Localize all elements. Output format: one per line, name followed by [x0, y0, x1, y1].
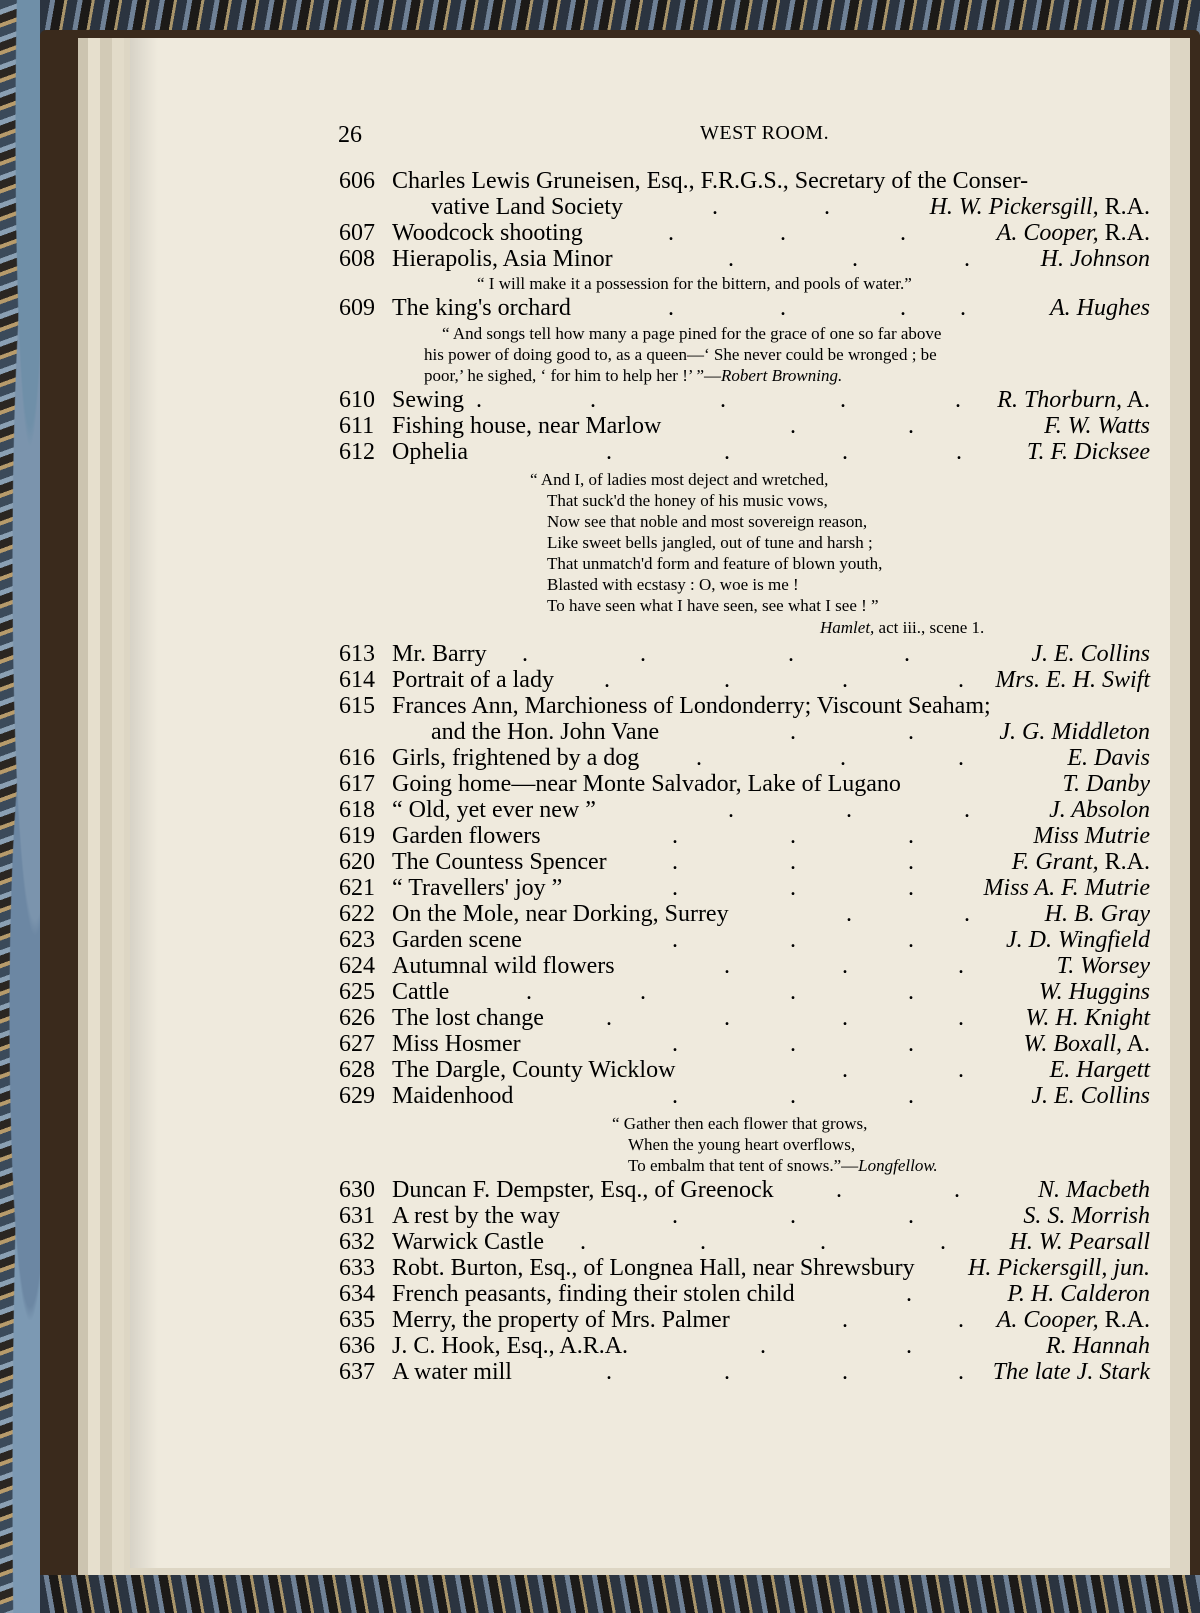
- quote-608: [0, 272, 1200, 295]
- artist-name: H. Pickersgill, jun.: [968, 1255, 1150, 1281]
- entry-number: 612: [339, 439, 375, 465]
- entry-622: [0, 901, 1200, 927]
- entry-626: [0, 1005, 1200, 1031]
- leader-dots: . .: [846, 901, 970, 927]
- entry-618: [0, 797, 1200, 823]
- entry-title: On the Mole, near Dorking, Surrey: [392, 901, 729, 927]
- entry-631: [0, 1203, 1200, 1229]
- entry-616: [0, 745, 1200, 771]
- entry-artist: [1031, 641, 1150, 667]
- entry-title: Fishing house, near Marlow: [392, 413, 662, 439]
- entry-625: [0, 979, 1200, 1005]
- entry-artist: [1012, 849, 1150, 875]
- quote-citation: Robert Browning.: [721, 366, 843, 385]
- entry-number: 619: [339, 823, 375, 849]
- artist-name: Miss Mutrie: [1033, 823, 1150, 849]
- artist-name: H. W. Pickersgill,: [929, 194, 1099, 220]
- entry-637: [0, 1359, 1200, 1385]
- entry-title: Sewing: [392, 387, 464, 413]
- entry-artist: [968, 1255, 1150, 1281]
- leader-dots: . . . .: [668, 295, 966, 321]
- entry-artist: [997, 220, 1150, 246]
- artist-name: F. Grant,: [1011, 849, 1099, 875]
- artist-name: T. Danby: [1062, 771, 1150, 797]
- artist-name: S. S. Morrish: [1023, 1203, 1150, 1229]
- entry-number: 627: [339, 1031, 375, 1057]
- entry-artist: [1057, 953, 1150, 979]
- entry-610: [0, 387, 1200, 413]
- leader-dots: . . .: [728, 246, 970, 272]
- marbled-bottom-edge: [40, 1575, 1200, 1613]
- entry-title: Robt. Burton, Esq., of Longnea Hall, near Shrewsbury: [392, 1255, 915, 1281]
- artist-suffix: R.A.: [1098, 849, 1150, 875]
- entry-title-continued: and the Hon. John Vane: [431, 719, 660, 745]
- entry-title: J. C. Hook, Esq., A.R.A.: [392, 1333, 629, 1359]
- quote-line: When the young heart overflows,: [628, 1135, 856, 1154]
- entry-title: Hierapolis, Asia Minor: [392, 246, 613, 272]
- entry-number: 609: [339, 295, 375, 321]
- entry-title: Woodcock shooting: [392, 220, 583, 246]
- artist-suffix: R.A.: [1098, 1307, 1150, 1333]
- entry-title: Girls, frightened by a dog: [392, 745, 640, 771]
- entry-title: Cattle: [392, 979, 450, 1005]
- entry-artist: [1062, 771, 1150, 797]
- entry-title: French peasants, finding their stolen child: [392, 1281, 795, 1307]
- artist-name: E. Davis: [1067, 745, 1150, 771]
- entry-title: “ Old, yet ever new ”: [392, 797, 596, 823]
- entry-number: 615: [339, 693, 375, 719]
- leader-dots: . . . .: [606, 1359, 964, 1385]
- entry-title: Ophelia: [392, 439, 468, 465]
- artist-name: N. Macbeth: [1038, 1177, 1150, 1203]
- entry-612: [0, 439, 1200, 465]
- artist-name: R. Hannah: [1046, 1333, 1150, 1359]
- leader-dots: . . .: [724, 953, 964, 979]
- entry-number: 625: [339, 979, 375, 1005]
- entry-title: Autumnal wild flowers: [392, 953, 615, 979]
- artist-name: J. G. Middleton: [999, 719, 1150, 745]
- quote-line: “ And songs tell how many a page pined for the grace of one so far above: [442, 324, 942, 343]
- entry-621: [0, 875, 1200, 901]
- entry-617: [0, 771, 1200, 797]
- quote-612: [0, 465, 1200, 641]
- entry-artist: [1045, 901, 1150, 927]
- entry-title: The lost change: [392, 1005, 544, 1031]
- entry-624: [0, 953, 1200, 979]
- entry-number: 621: [339, 875, 375, 901]
- entry-title: A rest by the way: [392, 1203, 560, 1229]
- quote-line: Blasted with ecstasy : O, woe is me !: [547, 575, 799, 594]
- entry-artist: [997, 1307, 1150, 1333]
- entry-627: [0, 1031, 1200, 1057]
- entry-number: 616: [339, 745, 375, 771]
- entry-number: 622: [339, 901, 375, 927]
- entry-number: 613: [339, 641, 375, 667]
- artist-name: H. B. Gray: [1044, 901, 1150, 927]
- entry-artist: [1006, 927, 1150, 953]
- artist-name: W. Boxall,: [1023, 1031, 1122, 1057]
- entry-606: [0, 168, 1200, 194]
- quote-citation-line: [820, 617, 984, 638]
- leader-dots: . .: [836, 1177, 960, 1203]
- quote-line: his power of doing good to, as a queen—‘ She never could be wronged ; be: [424, 345, 937, 364]
- entry-number: 606: [339, 168, 375, 194]
- entry-619: [0, 823, 1200, 849]
- entry-636: [0, 1333, 1200, 1359]
- entry-artist: [1031, 1083, 1150, 1109]
- catalogue-entries: [0, 168, 1200, 1385]
- artist-name: The late J. Stark: [992, 1359, 1150, 1385]
- leader-dots: . . .: [728, 797, 970, 823]
- entry-608: [0, 246, 1200, 272]
- artist-name: A. Cooper,: [996, 220, 1099, 246]
- entry-609: [0, 295, 1200, 321]
- entry-artist: [995, 667, 1150, 693]
- leader-dots: . .: [790, 413, 914, 439]
- leader-dots: . .: [842, 1057, 964, 1083]
- artist-name: F. W. Watts: [1044, 413, 1150, 439]
- entry-number: 614: [339, 667, 375, 693]
- artist-name: E. Hargett: [1049, 1057, 1150, 1083]
- entry-artist: [1039, 979, 1150, 1005]
- artist-name: H. W. Pearsall: [1009, 1229, 1150, 1255]
- entry-629: [0, 1083, 1200, 1109]
- entry-615: [0, 693, 1200, 719]
- artist-name: Miss A. F. Mutrie: [983, 875, 1150, 901]
- entry-artist: [984, 875, 1150, 901]
- entry-title: The king's orchard: [392, 295, 571, 321]
- artist-suffix: R.A.: [1098, 194, 1150, 220]
- leader-dots: . . . .: [580, 1229, 946, 1255]
- leader-dots: . . .: [672, 849, 914, 875]
- entry-number: 634: [339, 1281, 375, 1307]
- entry-number: 631: [339, 1203, 375, 1229]
- quote-citation: Longfellow.: [858, 1156, 938, 1175]
- leader-dots: .: [906, 1281, 912, 1307]
- leader-dots: . . .: [672, 1031, 914, 1057]
- quote-citation: Hamlet,: [820, 618, 875, 637]
- entry-title: Duncan F. Dempster, Esq., of Greenock: [392, 1177, 774, 1203]
- leader-dots: . . . .: [522, 641, 910, 667]
- entry-number: 611: [339, 413, 375, 439]
- entry-artist: [1010, 1229, 1150, 1255]
- entry-606-continued: [0, 194, 1200, 220]
- quote-line-with-citation: [424, 365, 842, 386]
- leader-dots: . . .: [696, 745, 964, 771]
- running-head: WEST ROOM.: [700, 122, 830, 144]
- quote-citation-rest: act iii., scene 1.: [874, 618, 985, 637]
- entry-number: 617: [339, 771, 375, 797]
- artist-name: P. H. Calderon: [1007, 1281, 1150, 1307]
- quote-text: To embalm that tent of snows.”—: [628, 1156, 859, 1175]
- artist-name: W. H. Knight: [1025, 1005, 1150, 1031]
- entry-title: Going home—near Monte Salvador, Lake of Lugano: [392, 771, 901, 797]
- quote-line: “ I will make it a possession for the bittern, and pools of water.”: [477, 274, 912, 293]
- entry-title: Maidenhood: [392, 1083, 514, 1109]
- quote-line: Now see that noble and most sovereign reason,: [547, 512, 868, 531]
- entry-613: [0, 641, 1200, 667]
- entry-artist: [997, 387, 1150, 413]
- entry-number: 630: [339, 1177, 375, 1203]
- entry-title: Merry, the property of Mrs. Palmer: [392, 1307, 730, 1333]
- entry-artist: [1067, 745, 1150, 771]
- entry-number: 635: [339, 1307, 375, 1333]
- entry-620: [0, 849, 1200, 875]
- artist-suffix: A.: [1121, 1031, 1150, 1057]
- entry-title: Portrait of a lady: [392, 667, 554, 693]
- entry-630: [0, 1177, 1200, 1203]
- entry-artist: [1038, 1177, 1150, 1203]
- entry-artist: [1041, 246, 1150, 272]
- entry-623: [0, 927, 1200, 953]
- entry-633: [0, 1255, 1200, 1281]
- quote-line: “ And I, of ladies most deject and wretched,: [530, 470, 829, 489]
- entry-title: Frances Ann, Marchioness of Londonderry; Viscount Seaham;: [392, 693, 991, 719]
- artist-name: W. Huggins: [1038, 979, 1150, 1005]
- entry-artist: [1049, 797, 1150, 823]
- entry-artist: [1027, 439, 1150, 465]
- artist-name: R. Thorburn,: [997, 387, 1122, 413]
- quote-line: To have seen what I have seen, see what I see ! ”: [547, 596, 879, 615]
- artist-name: H. Johnson: [1040, 246, 1150, 272]
- entry-number: 620: [339, 849, 375, 875]
- entry-title: Warwick Castle: [392, 1229, 545, 1255]
- artist-name: A. Hughes: [1050, 295, 1150, 321]
- entry-title: Charles Lewis Gruneisen, Esq., F.R.G.S., Secretary of the Conser-: [392, 168, 1029, 194]
- artist-name: Mrs. E. H. Swift: [995, 667, 1150, 693]
- artist-name: J. D. Wingfield: [1006, 927, 1150, 953]
- entry-artist: [1033, 823, 1150, 849]
- artist-name: T. Worsey: [1056, 953, 1150, 979]
- entry-number: 626: [339, 1005, 375, 1031]
- entry-artist: [1050, 1057, 1150, 1083]
- quote-line: That unmatch'd form and feature of blown youth,: [547, 554, 883, 573]
- entry-628: [0, 1057, 1200, 1083]
- leader-dots: . .: [842, 1307, 964, 1333]
- entry-artist: [1044, 413, 1150, 439]
- leader-dots: . . . .: [606, 439, 962, 465]
- entry-634: [0, 1281, 1200, 1307]
- entry-number: 610: [339, 387, 375, 413]
- entry-number: 637: [339, 1359, 375, 1385]
- quote-line: Like sweet bells jangled, out of tune and harsh ;: [547, 533, 873, 552]
- entry-632: [0, 1229, 1200, 1255]
- entry-611: [0, 413, 1200, 439]
- page-number: 26: [338, 122, 362, 148]
- entry-title: The Countess Spencer: [392, 849, 607, 875]
- entry-607: [0, 220, 1200, 246]
- leader-dots: . . .: [672, 927, 914, 953]
- artist-name: J. Absolon: [1049, 797, 1150, 823]
- page-header: [0, 122, 1200, 152]
- artist-name: T. F. Dicksee: [1026, 439, 1150, 465]
- quote-line: “ Gather then each flower that grows,: [612, 1114, 868, 1133]
- artist-name: J. E. Collins: [1031, 1083, 1150, 1109]
- leader-dots: . .: [790, 719, 914, 745]
- entry-title-continued: vative Land Society: [431, 194, 623, 220]
- entry-artist: [1046, 1333, 1150, 1359]
- entry-artist: [999, 719, 1150, 745]
- entry-title: A water mill: [392, 1359, 512, 1385]
- quote-609: [0, 321, 1200, 387]
- entry-title: Garden scene: [392, 927, 522, 953]
- entry-number: 607: [339, 220, 375, 246]
- entry-635: [0, 1307, 1200, 1333]
- entry-614: [0, 667, 1200, 693]
- artist-name: A. Cooper,: [996, 1307, 1099, 1333]
- entry-artist: [1023, 1203, 1150, 1229]
- leader-dots: . . .: [672, 875, 914, 901]
- leader-dots: . . .: [672, 1083, 914, 1109]
- entry-title: Garden flowers: [392, 823, 541, 849]
- entry-number: 624: [339, 953, 375, 979]
- entry-number: 632: [339, 1229, 375, 1255]
- entry-artist: [1007, 1281, 1150, 1307]
- entry-number: 636: [339, 1333, 375, 1359]
- entry-number: 628: [339, 1057, 375, 1083]
- leader-dots: . . .: [672, 823, 914, 849]
- artist-suffix: A.: [1121, 387, 1150, 413]
- quote-line-with-citation: [628, 1155, 938, 1176]
- entry-title: Mr. Barry: [392, 641, 487, 667]
- entry-number: 608: [339, 246, 375, 272]
- quote-text: poor,’ he sighed, ‘ for him to help her !’ ”—: [424, 366, 722, 385]
- entry-artist: [930, 194, 1150, 220]
- entry-615-continued: [0, 719, 1200, 745]
- entry-number: 623: [339, 927, 375, 953]
- entry-number: 633: [339, 1255, 375, 1281]
- entry-title: “ Travellers' joy ”: [392, 875, 563, 901]
- entry-title: The Dargle, County Wicklow: [392, 1057, 676, 1083]
- leader-dots: . .: [760, 1333, 912, 1359]
- leader-dots: . . .: [668, 220, 906, 246]
- leader-dots: . .: [712, 194, 830, 220]
- leader-dots: . . . . .: [476, 387, 961, 413]
- quote-line: That suck'd the honey of his music vows,: [547, 491, 828, 510]
- entry-title: Miss Hosmer: [392, 1031, 521, 1057]
- entry-artist: [1050, 295, 1150, 321]
- artist-name: J. E. Collins: [1031, 641, 1150, 667]
- artist-suffix: R.A.: [1098, 220, 1150, 246]
- quote-629: [0, 1109, 1200, 1177]
- entry-artist: [1026, 1005, 1150, 1031]
- entry-artist: [1024, 1031, 1150, 1057]
- entry-number: 618: [339, 797, 375, 823]
- leader-dots: . . . .: [606, 1005, 964, 1031]
- leader-dots: . . .: [672, 1203, 914, 1229]
- leader-dots: . . . .: [604, 667, 964, 693]
- entry-artist: [993, 1359, 1150, 1385]
- entry-number: 629: [339, 1083, 375, 1109]
- leader-dots: . . . .: [526, 979, 914, 1005]
